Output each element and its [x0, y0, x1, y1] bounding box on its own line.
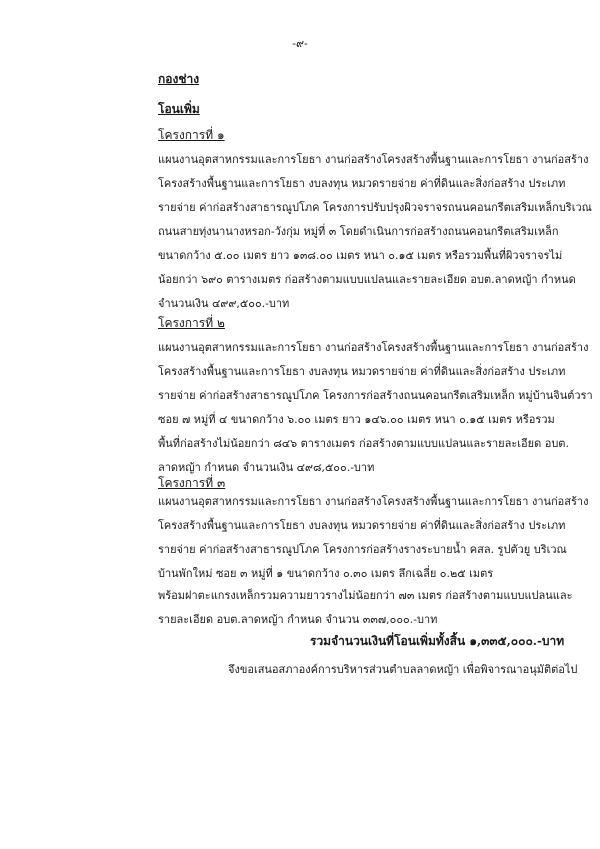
project-3-line: แผนงานอุตสาหกรรมและการโยธา งานก่อสร้างโครงสร้างพื้นฐานและการโยธา งานก่อสร้าง	[158, 495, 589, 508]
project-2-line: แผนงานอุตสาหกรรมและการโยธา งานก่อสร้างโครงสร้างพื้นฐานและการโยธา งานก่อสร้าง	[158, 341, 589, 354]
project-1-line: ขนาดกว้าง ๕.๐๐ เมตร ยาว ๑๓๘.๐๐ เมตร หนา ๐.๑๕ เมตร หรือรวมพื้นที่ผิวจราจรไม่	[158, 249, 563, 262]
project-2-line: พื้นที่ก่อสร้างไม่น้อยกว่า ๘๔๖ ตารางเมตร ก่อสร้างตามแบบแปลนและรายละเอียด อบต.	[158, 437, 569, 450]
project-3-description-extra	[158, 584, 578, 632]
project-3-line: รายละเอียด อบต.ลาดหญ้า กำหนด จำนวน ๓๓๗,๐๐๐.-บาท	[158, 613, 438, 626]
project-1-line: ถนนสายทุ่งนานางหรอก-วังกุ่ม หมู่ที่ ๓ โดยดำเนินการก่อสร้างถนนคอนกรีตเสริมเหล็ก	[158, 225, 559, 238]
project-2-line: โครงสร้างพื้นฐานและการโยธา งบลงทุน หมวดรายจ่าย ค่าที่ดินและสิ่งก่อสร้าง ประเภท	[158, 365, 566, 378]
project-1-title: โครงการที่ ๑	[158, 128, 225, 142]
project-3-line: พร้อมฝาตะแกรงเหล็กรวมความยาวรางไม่น้อยกว่า ๗๓ เมตร ก่อสร้างตามแบบแปลนและ	[158, 589, 573, 602]
project-2-line: รายจ่าย ค่าก่อสร้างสาธารณูปโภค โครงการก่อสร้างถนนคอนกรีตเสริมเหล็ก หมู่บ้านจินต์วรา	[158, 389, 593, 402]
transfer-type-heading: โอนเพิ่ม	[158, 102, 200, 116]
page-number: -๙-	[292, 37, 308, 50]
project-3-line: บ้านพักใหม่ ซอย ๓ หมู่ที่ ๑ ขนาดกว้าง ๐.๓๐ เมตร ลึกเฉลี่ย ๐.๒๕ เมตร	[158, 567, 494, 580]
closing-statement: จึงขอเสนอสภาองค์การบริหารส่วนตำบลลาดหญ้า เพื่อพิจารณาอนุมัติต่อไป	[228, 663, 578, 676]
project-3-line: โครงสร้างพื้นฐานและการโยธา งบลงทุน หมวดรายจ่าย ค่าที่ดินและสิ่งก่อสร้าง ประเภท	[158, 519, 566, 532]
project-1-line: รายจ่าย ค่าก่อสร้างสาธารณูปโภค โครงการปรับปรุงผิวจราจรถนนคอนกรีตเสริมเหล็กบริเวณ	[158, 201, 592, 214]
project-1-line: น้อยกว่า ๖๙๐ ตารางเมตร ก่อสร้างตามแบบแปลนและรายละเอียด อบต.ลาดหญ้า กำหนด	[158, 273, 576, 286]
project-2-line: ซอย ๗ หมู่ที่ ๔ ขนาดกว้าง ๖.๐๐ เมตร ยาว ๑๔๖.๐๐ เมตร หนา ๐.๑๕ เมตร หรือรวม	[158, 413, 555, 426]
project-2-line: ลาดหญ้า กำหนด จำนวนเงิน ๔๙๘,๕๐๐.-บาท	[158, 461, 375, 474]
project-1-description	[158, 148, 592, 316]
project-1-line: โครงสร้างพื้นฐานและการโยธา งบลงทุน หมวดรายจ่าย ค่าที่ดินและสิ่งก่อสร้าง ประเภท	[158, 177, 566, 190]
project-1-line: แผนงานอุตสาหกรรมและการโยธา งานก่อสร้างโครงสร้างพื้นฐานและการโยธา งานก่อสร้าง	[158, 153, 589, 166]
project-2-title: โครงการที่ ๒	[158, 316, 225, 330]
project-3-line: รายจ่าย ค่าก่อสร้างสาธารณูปโภค โครงการก่อสร้างรางระบายน้ำ คสล. รูปตัวยู บริเวณ	[158, 543, 567, 556]
department-heading: กองช่าง	[158, 72, 200, 86]
project-2-description	[158, 336, 593, 480]
project-1-line: จำนวนเงิน ๔๙๙,๕๐๐.-บาท	[158, 297, 290, 310]
total-amount-line: รวมจำนวนเงินที่โอนเพิ่มทั้งสิ้น ๑,๓๓๕,๐๐๐.-บาท	[310, 634, 565, 648]
project-3-description	[158, 490, 589, 586]
project-3-title: โครงการที่ ๓	[158, 476, 226, 490]
